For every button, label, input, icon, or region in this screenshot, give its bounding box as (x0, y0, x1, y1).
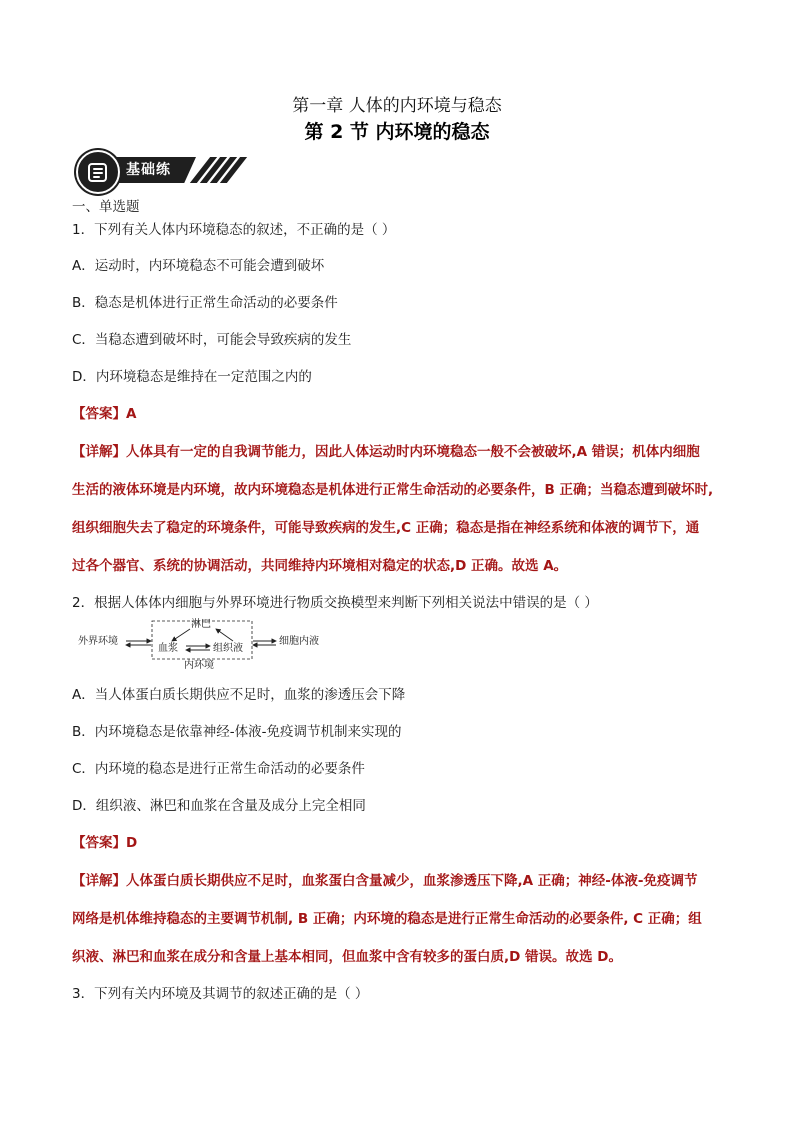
answer: 【答案】D (72, 835, 138, 851)
detail-line: 【详解】人体具有一定的自我调节能力，因此人体运动时内环境稳态一般不会被破坏,A 错误；机体内细胞 (72, 444, 700, 460)
detail-line: 生活的液体环境是内环境，故内环境稳态是机体进行正常生命活动的必要条件，B 正确；当稳态遭到破坏时, (72, 482, 714, 498)
detail-line: 织液、淋巴和血浆在成分和含量上基本相同，但血浆中含有较多的蛋白质,D 错误。故选 D。 (72, 949, 622, 965)
option-b: B．稳态是机体进行正常生命活动的必要条件 (72, 295, 338, 311)
label-outside-environment: 外界环境 (78, 636, 118, 647)
banner-label: 基础练 (126, 162, 171, 178)
option-a: A．运动时，内环境稳态不可能会遭到破坏 (72, 258, 325, 274)
part-title: 一、单选题 (72, 199, 140, 215)
detail-line: 过各个器官、系统的协调活动，共同维持内环境相对稳定的状态,D 正确。故选 A。 (72, 558, 568, 574)
question-list (72, 198, 722, 1004)
question-stem: 3．下列有关内环境及其调节的叙述正确的是（ ） (72, 986, 369, 1002)
detail-line: 网络是机体维持稳态的主要调节机制, B 正确；内环境的稳态是进行正常生命活动的必要条件, C 正确；组 (72, 911, 702, 927)
label-intracellular-fluid: 细胞内液 (279, 636, 319, 647)
question-stem: 2．根据人体体内细胞与外界环境进行物质交换模型来判断下列相关说法中错误的是（ ） (72, 595, 598, 611)
detail-line: 组织细胞失去了稳定的环境条件，可能导致疾病的发生,C 正确；稳态是指在神经系统和体液的调节下，通 (72, 520, 700, 536)
scroll-icon (85, 159, 111, 185)
option-c: C．内环境的稳态是进行正常生命活动的必要条件 (72, 761, 365, 777)
label-tissue-fluid: 组织液 (213, 643, 243, 654)
option-b: B．内环境稳态是依靠神经-体液-免疫调节机制来实现的 (72, 724, 402, 740)
option-d: D．内环境稳态是维持在一定范围之内的 (72, 369, 312, 385)
section-title: 第 2 节 内环境的稳态 (304, 121, 490, 143)
question-2 (72, 593, 722, 967)
option-a: A．当人体蛋白质长期供应不足时，血浆的渗透压会下降 (72, 687, 406, 703)
detail-line: 【详解】人体蛋白质长期供应不足时，血浆蛋白含量减少，血浆渗透压下降,A 正确；神经-体液-免疫调节 (72, 873, 698, 889)
question-3 (72, 984, 722, 1004)
practice-banner (76, 150, 238, 190)
exchange-diagram (78, 619, 338, 675)
question-stem: 1．下列有关人体内环境稳态的叙述，不正确的是（ ） (72, 222, 396, 238)
label-internal-environment: 内环境 (184, 660, 214, 671)
option-d: D．组织液、淋巴和血浆在含量及成分上完全相同 (72, 798, 366, 814)
chapter-title: 第一章 人体的内环境与稳态 (292, 96, 502, 116)
banner-emblem (76, 150, 120, 194)
answer: 【答案】A (72, 406, 137, 422)
question-1 (72, 220, 722, 576)
option-c: C．当稳态遭到破坏时，可能会导致疾病的发生 (72, 332, 352, 348)
label-lymph: 淋巴 (191, 619, 211, 630)
label-plasma: 血浆 (158, 643, 178, 654)
